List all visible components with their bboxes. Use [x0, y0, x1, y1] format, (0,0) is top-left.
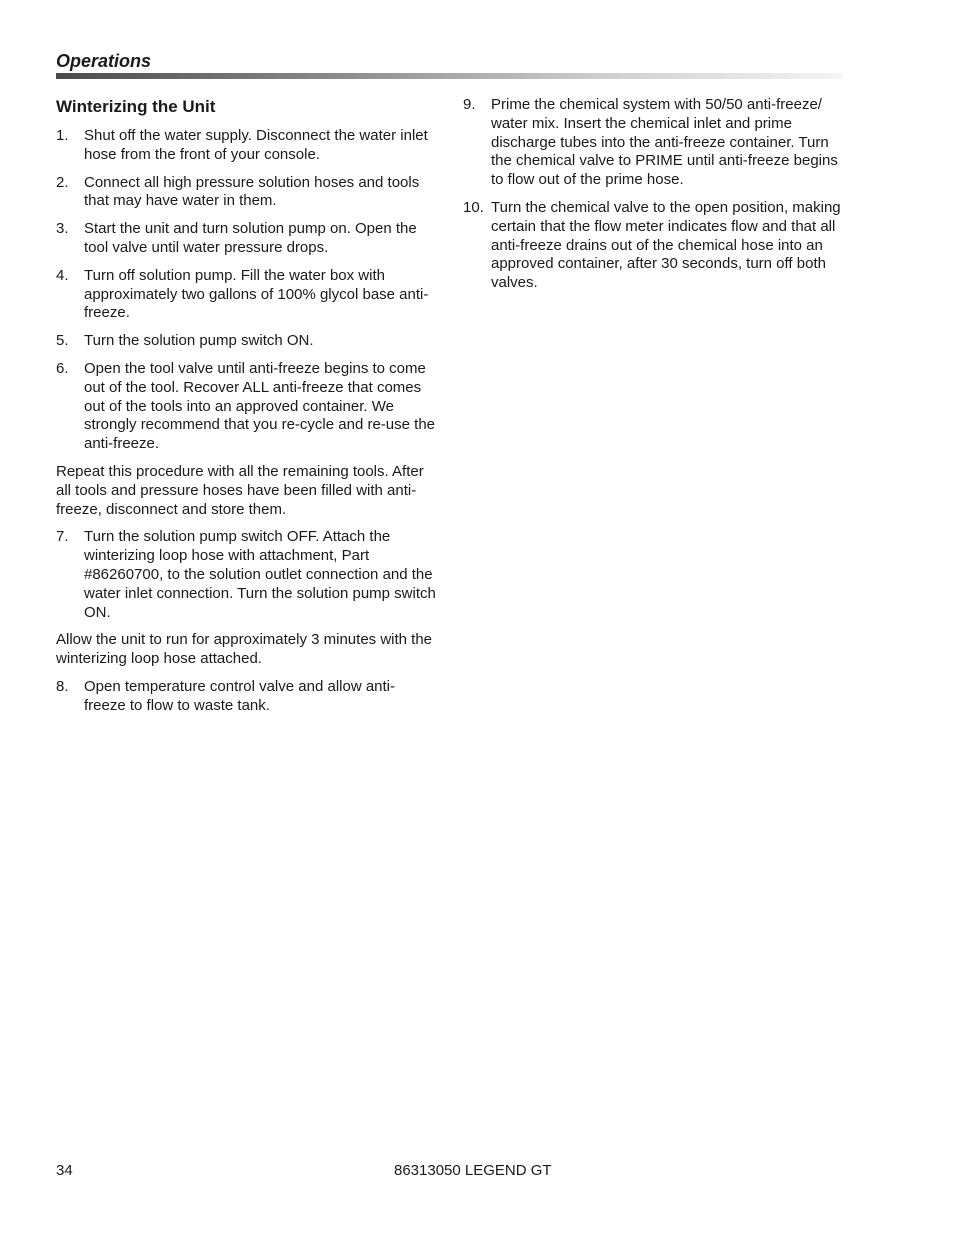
list-item-number: 8.: [56, 677, 69, 695]
list-item-number: 5.: [56, 332, 69, 350]
list-item: [56, 332, 436, 351]
list-item: [463, 96, 843, 190]
page-number: 34: [56, 1162, 73, 1179]
list-item-number: 2.: [56, 173, 69, 191]
list-item-number: 10.: [463, 198, 484, 216]
header-gradient-rule: [56, 73, 842, 79]
list-item-text: Open the tool valve until anti-freeze begins to come out of the tool. Recover ALL anti-freeze that comes out of the tools into an approved container. We strongly recommend that you re-cycle and re-use the anti-freeze.: [84, 359, 435, 453]
list-item-text: Prime the chemical system with 50/50 anti-freeze/ water mix. Insert the chemical inlet and prime discharge tubes into the anti-freeze container. Turn the chemical valve to PRIME until anti-freeze begins to flow out of the prime hose.: [491, 96, 838, 189]
list-item-number: 6.: [56, 359, 69, 377]
list-item-number: 3.: [56, 220, 69, 238]
paragraph: Allow the unit to run for approximately 3 minutes with the winterizing loop hose attached.: [56, 631, 433, 668]
right-column: [463, 96, 843, 302]
list-item: [463, 199, 843, 293]
list-item-text: Shut off the water supply. Disconnect the water inlet hose from the front of your console.: [84, 127, 428, 163]
list-item: [56, 127, 436, 165]
list-item-text: Start the unit and turn solution pump on. Open the tool valve until water pressure drops.: [84, 220, 417, 256]
document-id: 86313050 LEGEND GT: [394, 1162, 552, 1179]
paragraph: Repeat this procedure with all the remaining tools. After all tools and pressure hoses have been filled with anti-freeze, disconnect and store them.: [56, 462, 424, 518]
left-column-items: [56, 127, 436, 716]
list-item: [56, 678, 436, 716]
page-title: Winterizing the Unit: [56, 97, 216, 116]
list-item-text: Connect all high pressure solution hoses and tools that may have water in them.: [84, 173, 420, 210]
list-item: [56, 267, 436, 323]
section-header: Operations: [56, 51, 152, 71]
list-item-text: Turn the chemical valve to the open position, making certain that the flow meter indicates flow and that all anti-freeze drains out of the chemical hose into an approved container, after 30 seconds, turn off both valves.: [491, 198, 841, 292]
list-item-number: 7.: [56, 528, 69, 546]
right-column-items: [463, 96, 843, 293]
list-item-text: Turn off solution pump. Fill the water box with approximately two gallons of 100% glycol base anti-freeze.: [84, 266, 429, 322]
list-item: [56, 528, 436, 622]
list-item-number: 9.: [463, 96, 476, 113]
list-item-number: 1.: [56, 127, 69, 144]
list-item-text: Turn the solution pump switch ON.: [84, 332, 314, 350]
list-item-text: Open temperature control valve and allow anti-freeze to flow to waste tank.: [84, 677, 396, 714]
list-item: [56, 360, 436, 454]
list-item-text: Turn the solution pump switch OFF. Attach the winterizing loop hose with attachment, Part #86260700, to the solution outlet connection and the water inlet connection. Turn the solution pump switch ON.: [84, 528, 436, 621]
list-item-number: 4.: [56, 266, 69, 284]
list-item: [56, 220, 436, 258]
left-column: [56, 96, 436, 725]
list-item: [56, 174, 436, 212]
